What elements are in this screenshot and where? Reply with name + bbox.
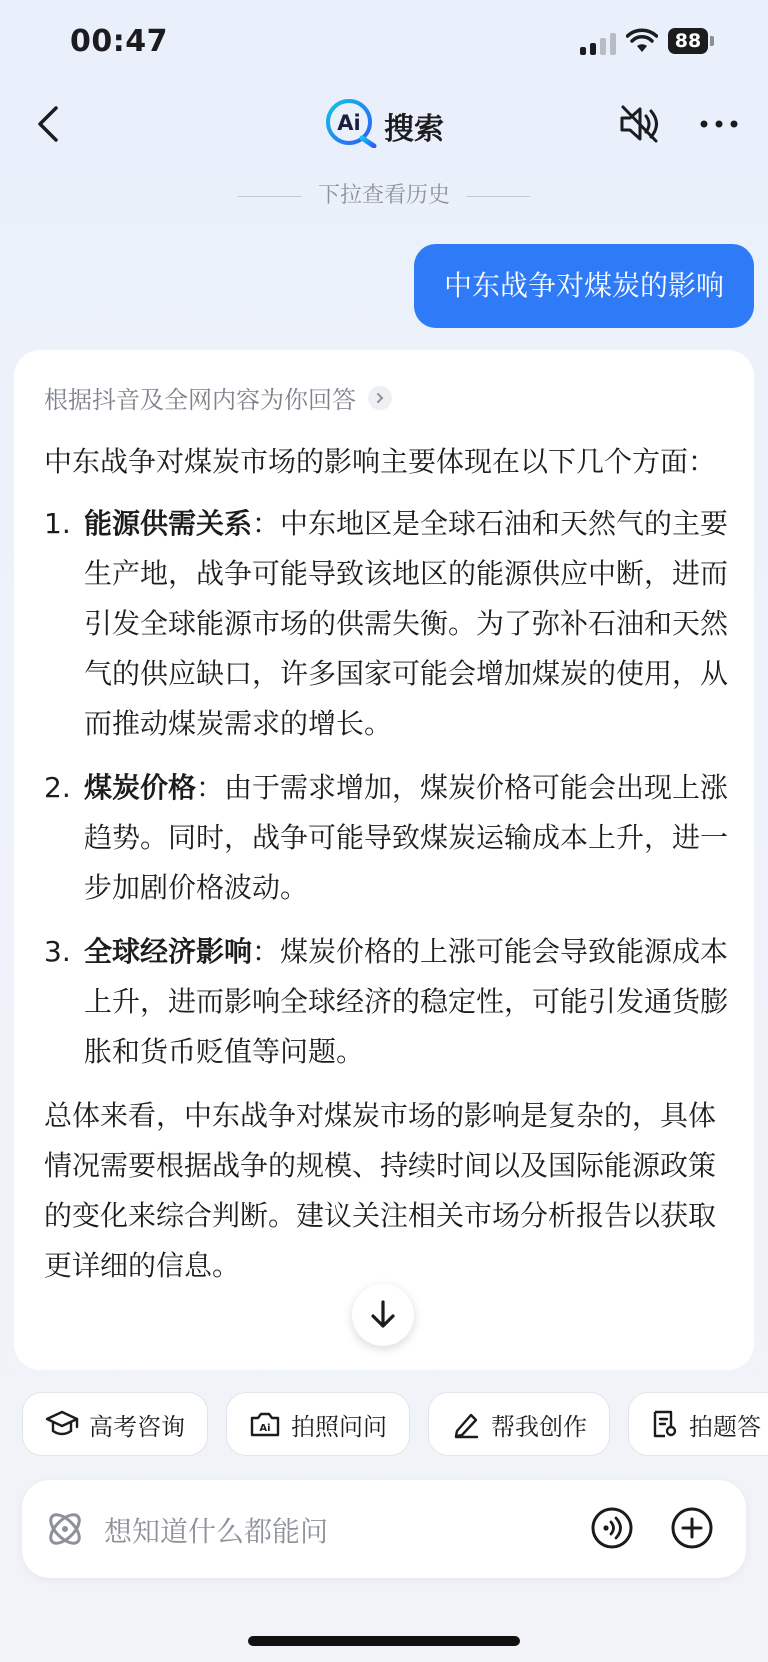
more-dots-icon[interactable] (698, 112, 740, 136)
pen-icon (451, 1409, 481, 1439)
chip-photo-ask[interactable] (226, 1392, 410, 1456)
answer-point (44, 763, 734, 913)
cellular-signal-icon (580, 33, 616, 55)
ai-sparkle-icon (44, 1508, 86, 1550)
chip-gaokao[interactable] (22, 1392, 208, 1456)
status-time: 00:47 (70, 24, 168, 59)
svg-text:Ai: Ai (259, 1423, 271, 1434)
camera-ai-icon (249, 1409, 281, 1439)
graduation-cap-icon (45, 1409, 79, 1439)
svg-text:Ai: Ai (337, 111, 361, 135)
point-text: ：煤炭价格的上涨可能会导致能源成本上升，进而影响全球经济的稳定性，可能引发通货膨胀和货币贬值等问题。 (84, 935, 729, 1068)
chip-label: 高考咨询 (89, 1412, 185, 1441)
point-number: 1. (44, 507, 71, 540)
user-message-bubble[interactable]: 中东战争对煤炭的影响 (414, 244, 754, 328)
answer-intro: 中东战争对煤炭市场的影响主要体现在以下几个方面： (44, 445, 717, 478)
home-indicator[interactable] (248, 1636, 520, 1646)
answer-conclusion: 总体来看，中东战争对煤炭市场的影响是复杂的，具体情况需要根据战争的规模、持续时间以及国际能源政策的变化来综合判断。建议关注相关市场分析报告以获取更详细的信息。 (44, 1099, 717, 1282)
chevron-right-icon (368, 386, 392, 410)
chip-label: 拍照问问 (291, 1412, 387, 1441)
battery-icon (668, 28, 716, 54)
answer-points-list (44, 499, 734, 1077)
point-text: ：中东地区是全球石油和天然气的主要生产地，战争可能导致该地区的能源供应中断，进而引发全球能源市场的供需失衡。为了弥补石油和天然气的供应缺口，许多国家可能会增加煤炭的使用，从而推动煤炭需求的增长。 (84, 507, 729, 740)
pull-history-label: 下拉查看历史 (317, 183, 450, 208)
ai-search-logo-icon (324, 98, 380, 148)
plus-circle-icon[interactable] (670, 1506, 714, 1550)
answer-card (14, 350, 754, 1370)
speaker-muted-icon[interactable] (618, 104, 660, 144)
voice-call-icon[interactable] (590, 1506, 634, 1550)
document-scan-icon (651, 1409, 679, 1439)
quick-action-chips (22, 1392, 768, 1456)
wifi-icon (626, 28, 658, 54)
chat-input-bar[interactable] (22, 1480, 746, 1578)
chip-photo-answer[interactable] (628, 1392, 768, 1456)
answer-point (44, 927, 734, 1077)
point-title: 全球经济影响 (84, 935, 253, 968)
chip-create[interactable] (428, 1392, 610, 1456)
answer-point (44, 499, 734, 749)
pull-history-hint[interactable] (0, 178, 768, 209)
point-number: 3. (44, 935, 71, 968)
point-title: 煤炭价格 (84, 771, 197, 804)
point-title: 能源供需关系 (84, 507, 253, 540)
chip-label: 帮我创作 (491, 1412, 587, 1441)
page-title: 搜索 (384, 112, 444, 147)
answer-source[interactable] (44, 380, 734, 415)
battery-level: 88 (668, 28, 708, 54)
chip-label: 拍题答 (689, 1412, 761, 1441)
scroll-to-bottom-button[interactable] (352, 1284, 414, 1346)
arrow-down-icon (368, 1299, 398, 1331)
point-text: ：由于需求增加，煤炭价格可能会出现上涨趋势。同时，战争可能导致煤炭运输成本上升，进一步加剧价格波动。 (84, 771, 729, 904)
answer-source-label: 根据抖音及全网内容为你回答 (44, 386, 356, 414)
chat-input-field[interactable]: 想知道什么都能问 (104, 1515, 329, 1548)
point-number: 2. (44, 771, 71, 804)
chevron-left-icon[interactable] (34, 102, 64, 146)
